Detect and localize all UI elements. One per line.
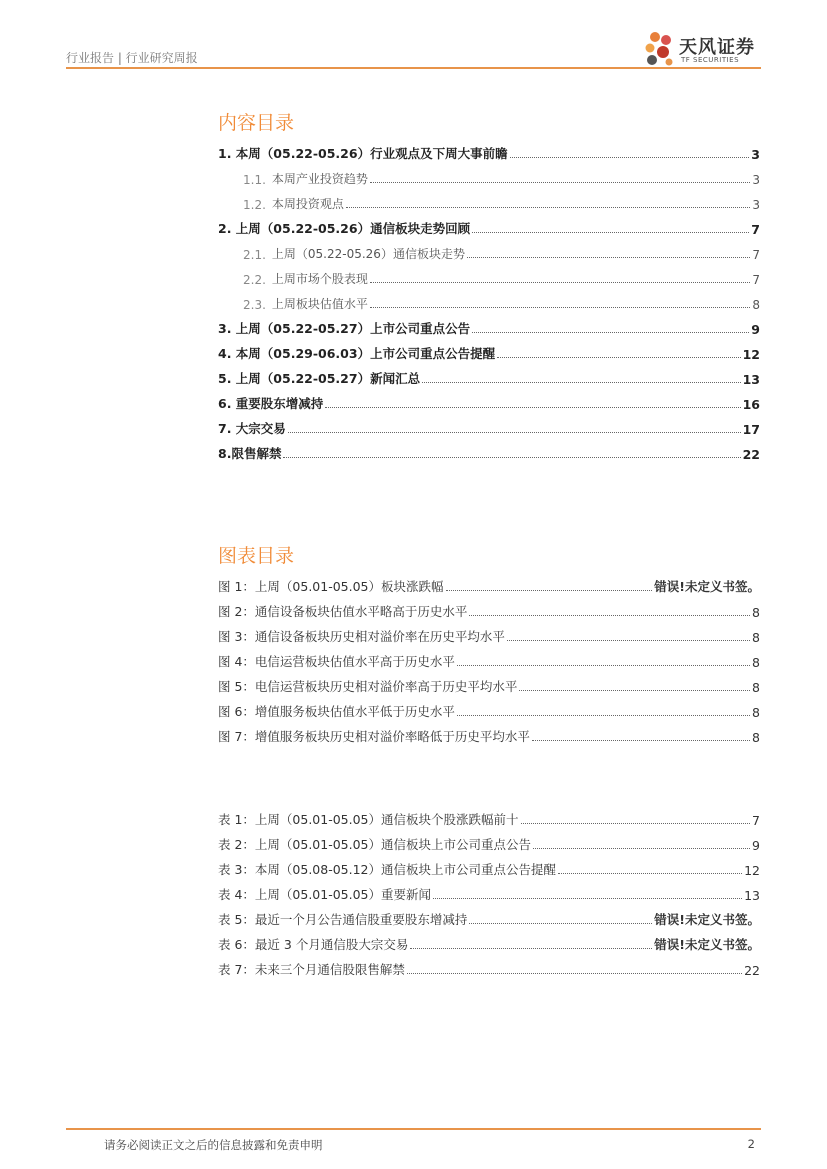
figure-entry[interactable]: 图 2：通信设备板块估值水平略高于历史水平 8 [218,604,760,620]
table-entry[interactable]: 表 4：上周（05.01-05.05）重要新闻 13 [218,887,760,903]
logo-subtitle: TF SECURITIES [681,56,740,64]
logo-petals-icon [643,28,677,68]
figure-entry[interactable]: 图 6：增值服务板块估值水平低于历史水平 8 [218,704,760,720]
table-entry[interactable]: 表 6：最近 3 个月通信股大宗交易 错误!未定义书签。 [218,937,760,952]
toc-entry[interactable]: 1. 本周（05.22-05.26）行业观点及下周大事前瞻 3 [218,146,760,162]
content-toc [218,137,760,462]
page-header [66,0,761,70]
breadcrumb: 行业报告 | 行业研究周报 [66,51,198,65]
page-footer [66,1128,761,1152]
toc-entry[interactable]: 2.1. 上周（05.22-05.26）通信板块走势 7 [243,247,760,262]
figure-entry[interactable]: 图 3：通信设备板块历史相对溢价率在历史平均水平 8 [218,629,760,645]
figures-title: 图表目录 [218,545,295,567]
table-toc [218,803,760,978]
toc-entry[interactable]: 2. 上周（05.22-05.26）通信板块走势回顾 7 [218,221,760,237]
table-entry[interactable]: 表 5：最近一个月公告通信股重要股东增减持 错误!未定义书签。 [218,912,760,927]
table-entry[interactable]: 表 2：上周（05.01-05.05）通信板块上市公司重点公告 9 [218,837,760,853]
figure-entry[interactable]: 图 7：增值服务板块历史相对溢价率略低于历史平均水平 8 [218,729,760,745]
logo-name: 天风证券 [679,37,755,58]
toc-entry[interactable]: 3. 上周（05.22-05.27）上市公司重点公告 9 [218,321,760,337]
toc-entry[interactable]: 4. 本周（05.29-06.03）上市公司重点公告提醒 12 [218,346,760,362]
figure-entry[interactable]: 图 4：电信运营板块估值水平高于历史水平 8 [218,654,760,670]
toc-entry[interactable]: 6. 重要股东增减持 16 [218,396,760,412]
toc-title: 内容目录 [218,112,295,134]
figure-toc [218,570,760,745]
toc-entry[interactable]: 1.2. 本周投资观点 3 [243,197,760,212]
toc-entry[interactable]: 8.限售解禁 22 [218,446,760,462]
toc-entry[interactable]: 2.3. 上周板块估值水平 8 [243,297,760,312]
toc-entry[interactable]: 5. 上周（05.22-05.27）新闻汇总 13 [218,371,760,387]
toc-entry[interactable]: 7. 大宗交易 17 [218,421,760,437]
disclaimer: 请务必阅读正文之后的信息披露和免责申明 [104,1138,323,1152]
toc-entry[interactable]: 1.1. 本周产业投资趋势 3 [243,172,760,187]
table-entry[interactable]: 表 1：上周（05.01-05.05）通信板块个股涨跌幅前十 7 [218,812,760,828]
page-number: 2 [747,1137,755,1151]
table-entry[interactable]: 表 3：本周（05.08-05.12）通信板块上市公司重点公告提醒 12 [218,862,760,878]
footer-divider [66,1128,761,1130]
figure-entry[interactable]: 图 1：上周（05.01-05.05）板块涨跌幅 错误!未定义书签。 [218,579,760,594]
header-divider [66,67,761,69]
company-logo [643,28,761,68]
toc-entry[interactable]: 2.2. 上周市场个股表现 7 [243,272,760,287]
table-entry[interactable]: 表 7：未来三个月通信股限售解禁 22 [218,962,760,978]
figure-entry[interactable]: 图 5：电信运营板块历史相对溢价率高于历史平均水平 8 [218,679,760,695]
